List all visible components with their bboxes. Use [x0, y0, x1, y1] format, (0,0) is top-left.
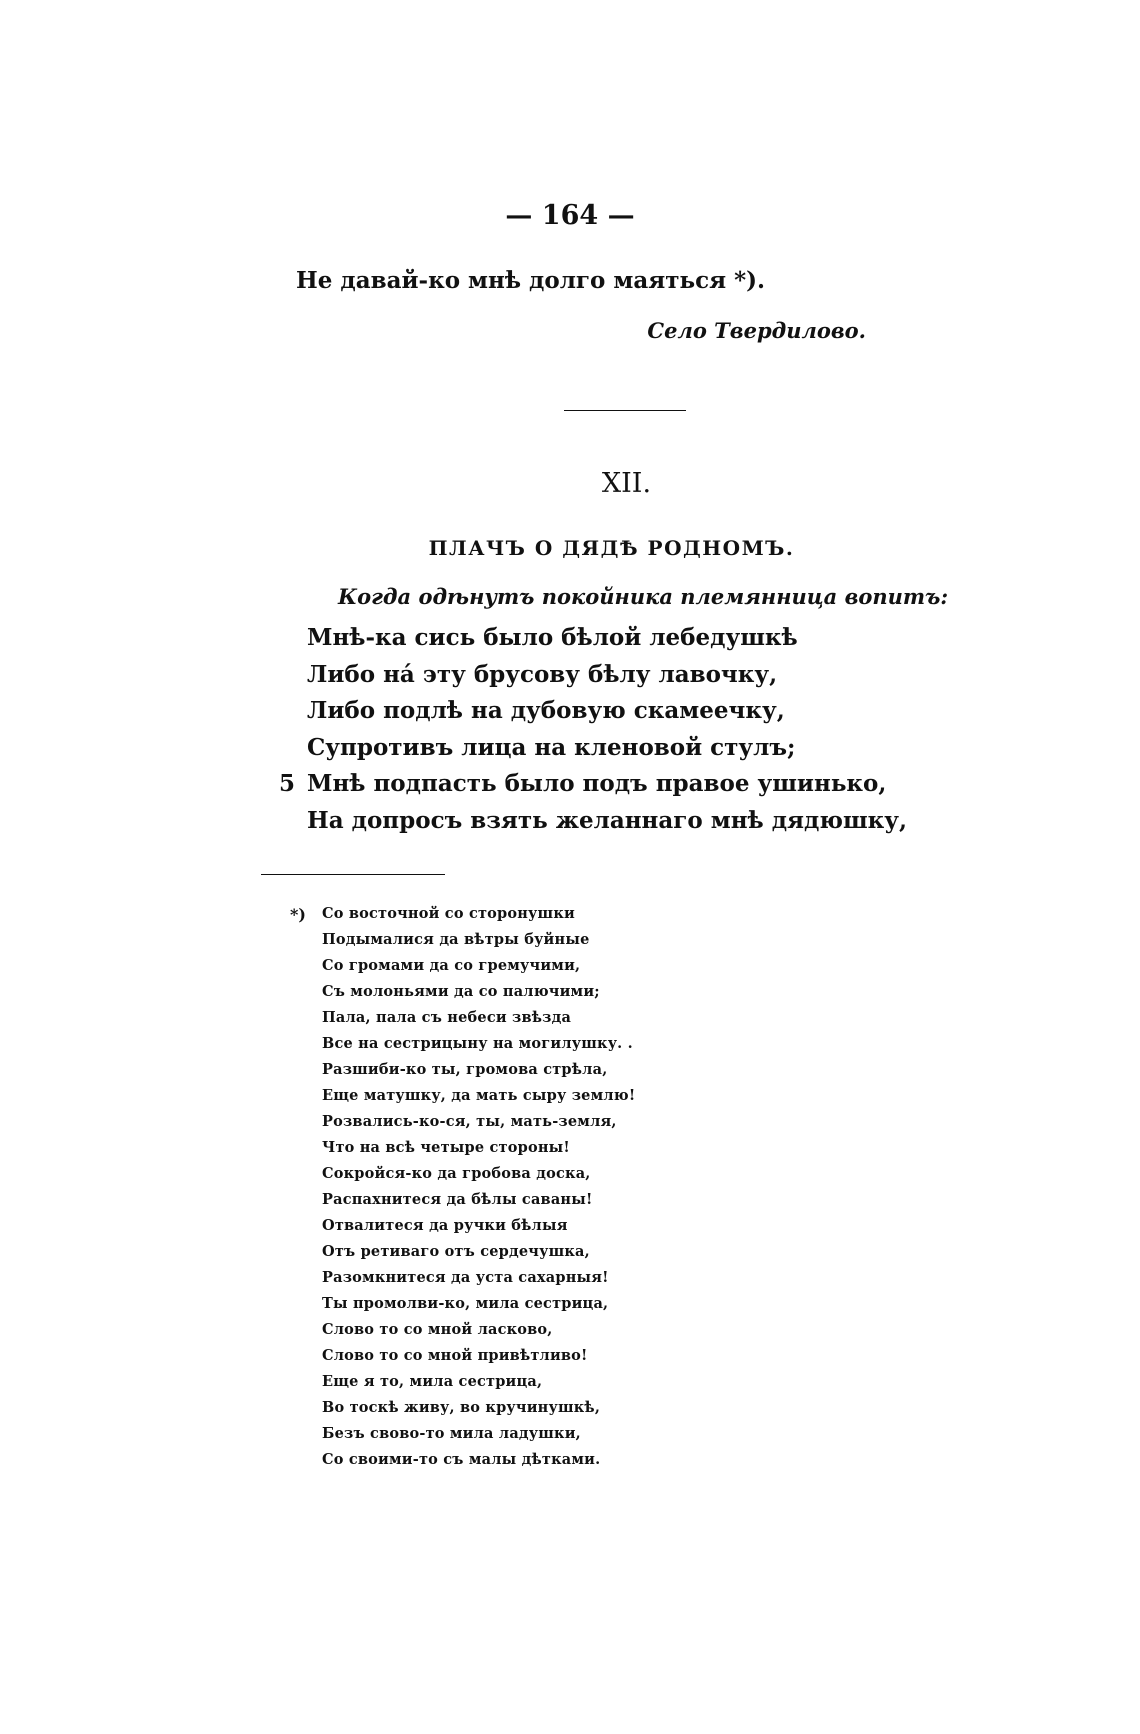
- footnote-line: Что на всѣ четыре стороны!: [322, 1139, 570, 1156]
- footnote-line: Отъ ретиваго отъ сердечушка,: [322, 1243, 590, 1260]
- footnote-line: Пала, пала съ небеси звѣзда: [322, 1009, 572, 1026]
- previous-verse-line: Не давай-ко мнѣ долго маяться *).: [296, 267, 766, 294]
- footnote-line: Еще матушку, да мать сыру землю!: [322, 1087, 636, 1104]
- verse-line: [279, 661, 907, 698]
- footnote-line: Розвались-ко-ся, ты, мать-земля,: [322, 1113, 617, 1130]
- poem-intro: Когда одѣнутъ покойника племянница вопитъ:: [338, 584, 949, 609]
- footnote-line: Съ молоньями да со палючими;: [322, 983, 600, 1000]
- footnote-rule: [261, 874, 445, 875]
- footnote-line: Еще я то, мила сестрица,: [322, 1373, 543, 1390]
- verse-block: [279, 624, 907, 843]
- line-number: 5: [279, 770, 296, 797]
- footnote-line: Отвалитеся да ручки бѣлыя: [322, 1217, 568, 1234]
- footnote-line: Ты промолви-ко, мила сестрица,: [322, 1295, 609, 1312]
- verse-line: [279, 697, 907, 734]
- footnote-block: [322, 905, 635, 1477]
- section-number: XII.: [601, 468, 652, 499]
- verse-text: Либо подлѣ на дубовую скамеечку,: [307, 697, 785, 724]
- verse-text: Мнѣ подпасть было подъ правое ушинько,: [307, 770, 887, 797]
- page-number: — 164 —: [505, 200, 635, 231]
- verse-text: Либо нá эту брусову бѣлу лавочку,: [307, 660, 778, 688]
- verse-text: На допросъ взять желаннаго мнѣ дядюшку,: [307, 806, 908, 834]
- footnote-line: Со громами да со гремучими,: [322, 957, 581, 974]
- footnote-line: Во тоскѣ живу, во кручинушкѣ,: [322, 1399, 601, 1416]
- verse-line: [279, 807, 907, 844]
- verse-line: [279, 734, 907, 771]
- footnote-line: Подымалися да вѣтры буйные: [322, 931, 590, 948]
- verse-text: Мнѣ-ка сись было бѣлой лебедушкѣ: [307, 624, 798, 651]
- verse-text: Супротивъ лица на кленовой стулъ;: [307, 733, 796, 761]
- footnote-line: Разшиби-ко ты, громова стрѣла,: [322, 1061, 608, 1078]
- footnote-line: Слово то со мной ласково,: [322, 1321, 553, 1338]
- footnote-line: Со своими-то съ малы дѣтками.: [322, 1451, 601, 1468]
- verse-line: [279, 770, 907, 807]
- footnote-line: Сокройся-ко да гробова доска,: [322, 1165, 591, 1182]
- footnote-line: Разомкнитеся да уста сахарныя!: [322, 1269, 609, 1286]
- verse-line: [279, 624, 907, 661]
- footnote-line: Все на сестрицыну на могилушку. .: [322, 1035, 633, 1052]
- poem-title: ПЛАЧЪ О ДЯДѢ РОДНОМЪ.: [428, 536, 795, 560]
- footnote-marker: *): [290, 905, 306, 924]
- place-attribution: Село Твердилово.: [647, 318, 866, 343]
- footnote-line: Со восточной со сторонушки: [322, 905, 575, 922]
- footnote-line: Безъ свово-то мила ладушки,: [322, 1425, 581, 1442]
- footnote-line: Слово то со мной привѣтливо!: [322, 1347, 588, 1364]
- section-divider: [564, 410, 686, 411]
- footnote-line: Распахнитеся да бѣлы саваны!: [322, 1191, 593, 1208]
